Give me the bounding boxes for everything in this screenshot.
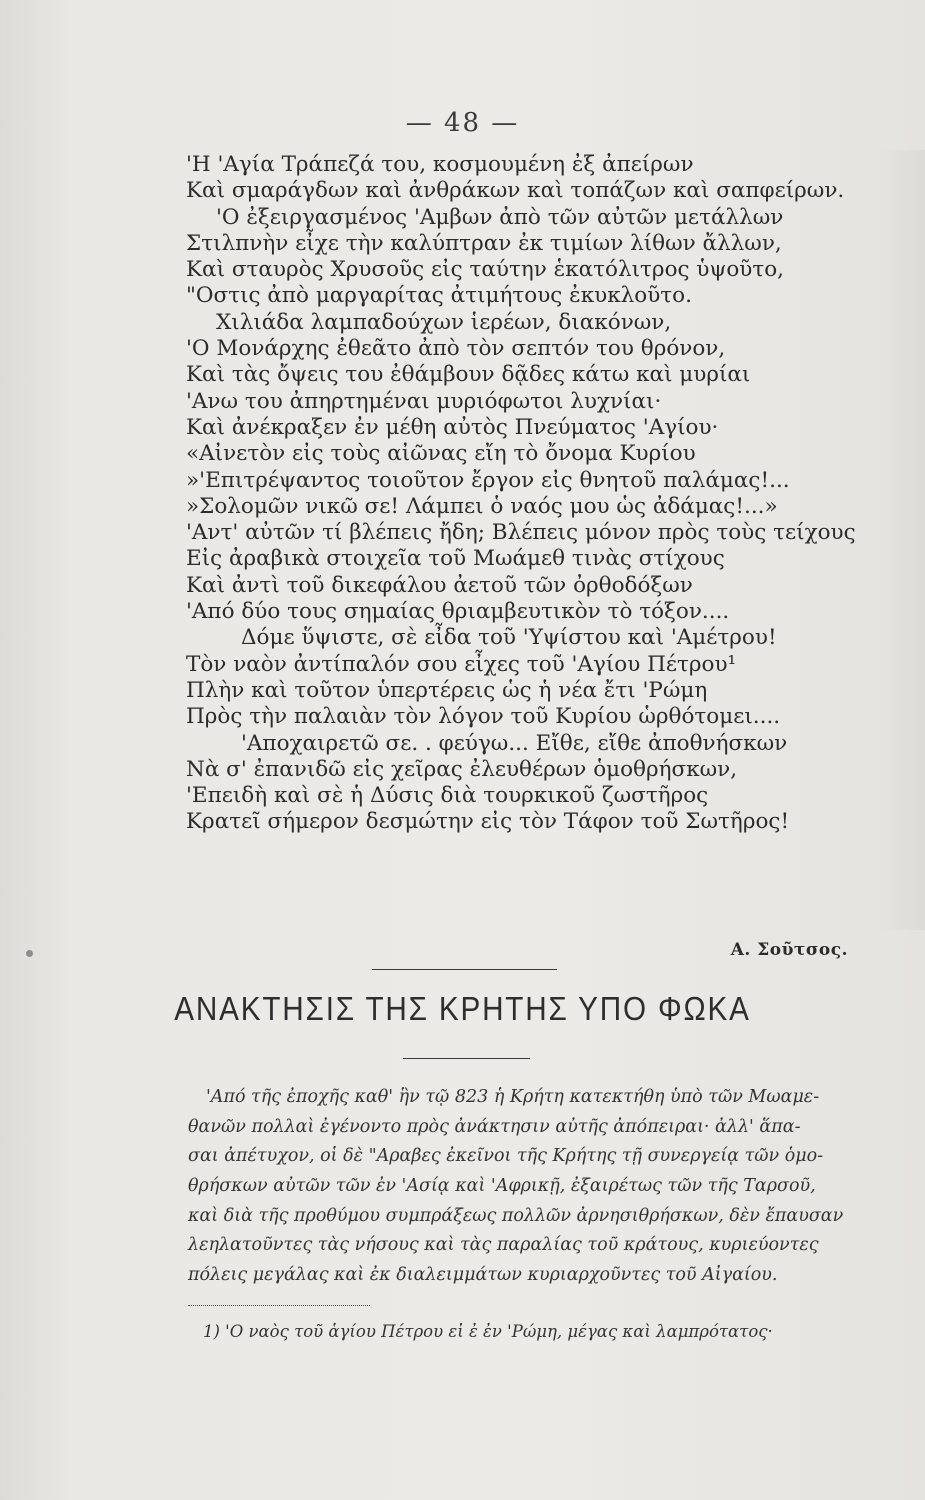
poem-line: 'Αποχαιρετῶ σε. . φεύγω... Εἴθε, εἴθε ἀποθνήσκων [241,730,788,756]
poem [186,152,906,836]
poem-line: 'Ο ἐξειργασμένος 'Αμβων ἀπὸ τῶν αὐτῶν μετάλλων [216,204,784,230]
poem-line: Εἰς ἀραβικὰ στοιχεῖα τοῦ Μωάμεθ τινὰς στίχους [186,546,725,572]
poem-line: Πλὴν καὶ τοῦτον ὑπερτέρεις ὡς ἡ νέα ἔτι 'Ρώμη [186,677,708,703]
poem-line: »Σολομῶν νικῶ σε! Λάμπει ὁ ναός μου ὡς ἀδάμας!...» [186,493,778,519]
author-signature: Α. Σοῦτσος. [730,940,848,960]
footnote: 1) 'Ο ναὸς τοῦ ἁγίου Πέτρου εἰ ἐ ἐν 'Ρώμη, μέγας καὶ λαμπρότατος· [203,1322,773,1341]
page-number: — 48 — [405,108,520,138]
prose-line: πόλεις μεγάλας καὶ ἐκ διαλειμμάτων κυριαρχοῦντες τοῦ Αἰγαίου. [188,1265,778,1286]
poem-line: Καὶ τὰς ὄψεις του ἐθάμβουν δᾷδες κάτω καὶ μυρίαι [186,362,751,388]
prose-line: καὶ διὰ τῆς προθύμου συμπράξεως πολλῶν ἀρνησιθρήσκων, δὲν ἔπαυσαν [188,1205,844,1226]
poem-line: Δόμε ὕψιστε, σὲ εἶδα τοῦ 'Υψίστου καὶ 'Αμέτρου! [241,625,777,651]
poem-line: 'Από δύο τους σημαίας θριαμβευτικὸν τὸ τόξον.... [186,599,730,625]
poem-line: Καὶ σταυρὸς Χρυσοῦς εἰς ταύτην ἑκατόλιτρος ὑψοῦτο, [186,257,785,283]
poem-line: Στιλπνὴν εἶχε τὴν καλύπτραν ἐκ τιμίων λίθων ἄλλων, [186,230,782,256]
prose-line: λεηλατοῦντες τὰς νήσους καὶ τὰς παραλίας τοῦ κράτους, κυριεύοντες [188,1235,819,1256]
poem-line: Χιλιάδα λαμπαδούχων ἱερέων, διακόνων, [216,309,672,335]
poem-line: Τὸν ναὸν ἀντίπαλόν σου εἶχες τοῦ 'Αγίου Πέτρου¹ [186,651,737,677]
poem-line: «Αἰνετὸν εἰς τοὺς αἰῶνας εἴη τὸ ὄνομα Κυρίου [186,441,696,467]
section-divider [372,969,557,970]
prose-paragraph [188,1083,923,1291]
poem-line: 'Η 'Αγία Τράπεζά του, κοσμουμένη ἐξ ἀπείρων [186,152,694,177]
heading-underline [403,1058,530,1059]
prose-line: θανῶν πολλαὶ ἐγένοντο πρὸς ἀνάκτησιν αὐτῆς ἀπόπειραι· ἀλλ' ἅπα- [188,1116,801,1137]
poem-line: 'Επειδὴ καὶ σὲ ἡ Δύσις διὰ τουρκικοῦ ζωστῆρος [186,783,709,809]
prose-line: 'Από τῆς ἐποχῆς καθ' ἣν τῷ 823 ἡ Κρήτη κατεκτήθη ὑπὸ τῶν Μωαμε- [206,1087,820,1107]
poem-line: "Οστις ἀπὸ μαργαρίτας ἀτιμήτους ἐκυκλοῦτο. [186,283,692,309]
poem-line: Καὶ ἀνέκραξεν ἐν μέθη αὐτὸς Πνεύματος 'Αγίου· [186,414,719,440]
prose-line: σαι ἀπέτυχον, οἱ δὲ "Αραβες ἐκεῖνοι τῆς Κρήτης τῇ συνεργείᾳ τῶν ὁμο- [188,1146,824,1167]
prose-line: θρήσκων αὐτῶν τῶν ἐν 'Ασίᾳ καὶ 'Αφρικῇ, ἐξαιρέτως τῶν τῆς Ταρσοῦ, [188,1176,816,1197]
section-heading: ΑΝΑΚΤΗΣΙΣ ΤΗΣ ΚΡΗΤΗΣ ΥΠΟ ΦΩΚΑ [174,990,751,1027]
poem-line: 'Ανω του ἀπηρτημέναι μυριόφωτοι λυχνίαι· [186,388,662,414]
poem-line: 'Αντ' αὐτῶν τί βλέπεις ἤδη; Βλέπεις μόνον πρὸς τοὺς τείχους [186,520,856,546]
poem-line: 'Ο Μονάρχης ἐθεᾶτο ἀπὸ τὸν σεπτόν του θρόνον, [186,336,726,362]
poem-line: Πρὸς τὴν παλαιὰν τὸν λόγον τοῦ Κυρίου ὡρθότομει.... [186,704,781,730]
poem-line: »'Επιτρέψαντος τοιοῦτον ἔργον εἰς θνητοῦ παλάμας!... [186,467,790,493]
footnote-rule [188,1305,370,1306]
poem-line: Νὰ σ' ἐπανιδῶ εἰς χεῖρας ἐλευθέρων ὁμοθρήσκων, [186,756,738,782]
poem-line: Καὶ σμαράγδων καὶ ἀνθράκων καὶ τοπάζων καὶ σαπφείρων. [186,178,845,204]
poem-line: Κρατεῖ σήμερον δεσμώτην εἰς τὸν Τάφον τοῦ Σωτῆρος! [186,809,790,835]
poem-line: Καὶ ἀντὶ τοῦ δικεφάλου ἀετοῦ τῶν ὀρθοδόξων [186,572,693,598]
